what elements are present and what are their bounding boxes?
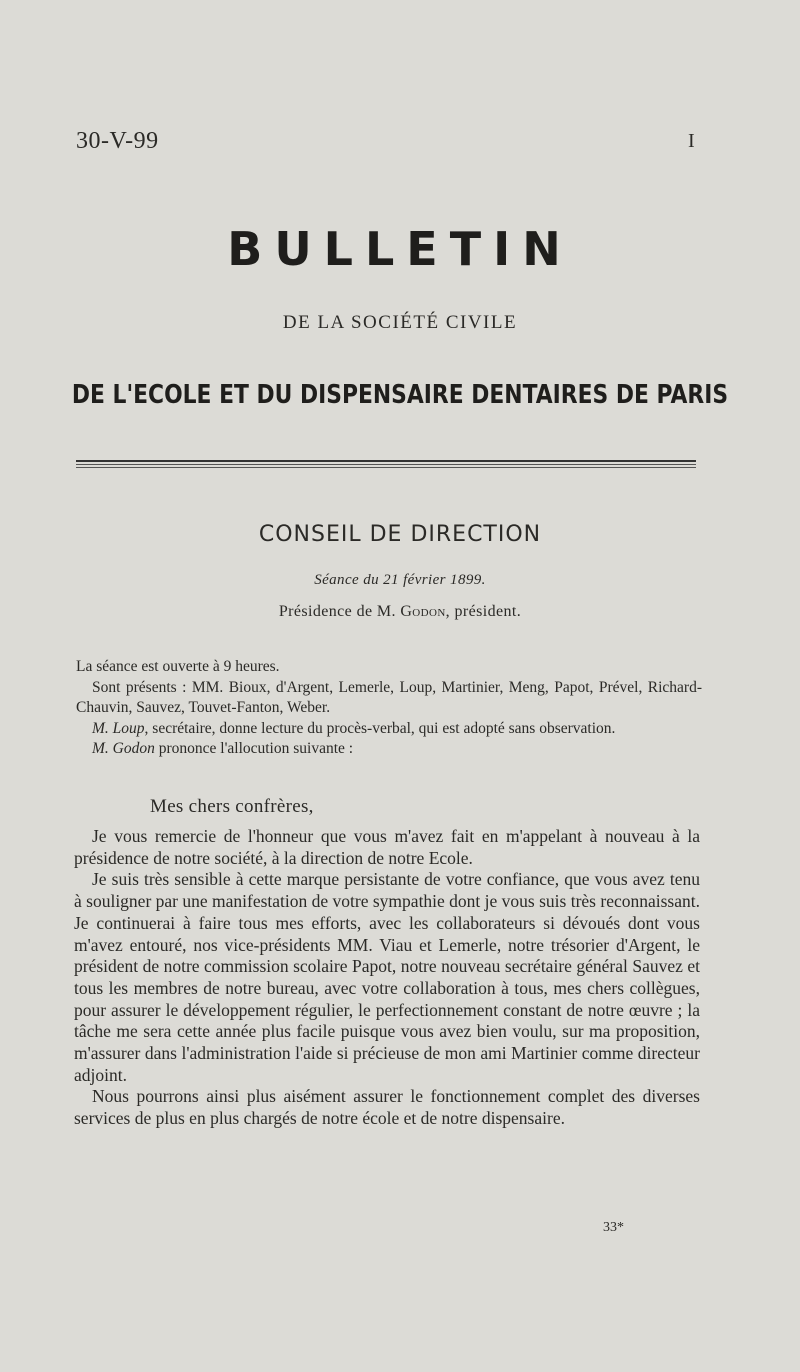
bulletin-title: BULLETIN — [227, 222, 573, 276]
allocution-line — [76, 739, 702, 760]
section-title: CONSEIL DE DIRECTION — [258, 522, 542, 547]
speech-greeting: Mes chers confrères, — [150, 796, 314, 817]
reading-line — [76, 719, 702, 740]
divider-rule — [76, 467, 696, 468]
issue-date: 30-V-99 — [76, 128, 159, 154]
speech-paragraph: Nous pourrons ainsi plus aisément assurer le fonctionnement complet des diverses services de plus en plus chargés de notre école et de notre dispensaire. — [74, 1086, 700, 1129]
godon-text: prononce l'allocution suivante : — [154, 740, 354, 757]
presidence-prefix: Présidence de M. — [278, 603, 396, 620]
divider-rule — [76, 460, 696, 462]
page-number: I — [688, 130, 695, 152]
loup-text: , secrétaire, donne lecture du procès-verbal, qui est adopté sans observation. — [144, 719, 616, 737]
president-name: Godon — [400, 603, 446, 620]
bulletin-subtitle: DE LA SOCIÉTÉ CIVILE — [282, 312, 518, 333]
speech-body — [74, 826, 700, 1130]
godon-name: M. Godon — [92, 740, 155, 757]
loup-name: M. Loup — [92, 719, 145, 737]
opening-line: La séance est ouverte à 9 heures. — [76, 658, 280, 675]
presidence-suffix: , président. — [445, 603, 522, 620]
presidence-line — [0, 603, 800, 621]
speech-paragraph: Je suis très sensible à cette marque persistante de votre confiance, que vous avez tenu à souligner par une manifestation de votre sympathie dont je vous suis très reconnaissant. Je continuerai à faire tous mes efforts, avec les collaborateurs si dévoués dont vous m'avez entouré, nos vice-présidents MM. Viau et Lemerle, notre trésorier d'Argent, le président de notre commission scolaire Papot, notre nouveau secrétaire général Sauvez et tous les membres de notre bureau, avec votre collaboration à tous, mes chers collègues, pour assurer le développement régulier, le perfectionnement constant de notre œuvre ; la tâche me sera cette année plus facile puisque vous avez bien voulu, sur ma proposition, m'assurer dans l'administration l'aide si précieuse de mon ami Martinier comme directeur adjoint. — [74, 869, 700, 1085]
divider-rule — [76, 464, 696, 465]
attendance-line: Sont présents : MM. Bioux, d'Argent, Lemerle, Loup, Martinier, Meng, Papot, Prével, Richard-Chauvin, Sauvez, Touvet-Fanton, Weber. — [76, 678, 702, 716]
printer-signature: 33* — [603, 1220, 624, 1235]
seance-date: Séance du 21 février 1899. — [314, 572, 486, 588]
minutes-intro — [76, 657, 702, 760]
bulletin-heading: DE L'ECOLE ET DU DISPENSAIRE DENTAIRES DE PARIS — [71, 380, 729, 410]
speech-paragraph: Je vous remercie de l'honneur que vous m'avez fait en m'appelant à nouveau à la présidence de notre société, à la direction de notre Ecole. — [74, 826, 700, 868]
